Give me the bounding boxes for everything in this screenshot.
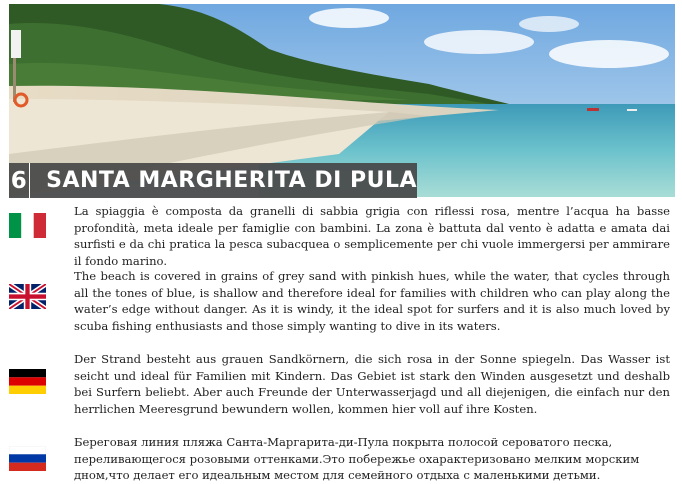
italy-flag-icon [9, 213, 46, 238]
uk-flag-icon [9, 284, 46, 309]
entry-number: 6 [10, 167, 27, 194]
paragraph-german: Der Strand besteht aus grauen Sandkörnern, die sich rosa in der Sonne spiegeln. Das Wasser ist seicht und ideal für Familien mit Kindern. Das Gebiet ist stark den Winden ausgesetzt und deshalb bei Surfern beliebt. Aber auch Freunde der Unterwasserjagd und all diejenigen, die einfach nur den herrlichen Meeresgrund bewundern wollen, kommen hier voll auf ihre Kosten. [74, 352, 670, 417]
paragraph-russian: Береговая линия пляжа Санта-Маргарита-ди-Пула покрыта полосой сероватого песка, переливающегося розовыми оттенками.Это побережье охарактеризовано мелким морским дном,что делает его идеальным местом для семейного отдыха с маленькими детьми. [74, 435, 640, 483]
paragraph-english: The beach is covered in grains of grey sand with pinkish hues, while the water, that cycles through all the tones of blue, is shallow and therefore ideal for families with children who can play along the water’s edge without danger. As it is windy, it the ideal spot for surfers and it is also much loved by scuba fishing enthusiasts and those simply wanting to dive in its waters. [74, 269, 670, 334]
entry-title-bar [9, 163, 417, 198]
germany-flag-icon [9, 369, 46, 394]
paragraph-italian: La spiaggia è composta da granelli di sabbia grigia con riflessi rosa, mentre l’acqua ha basse profondità, meta ideale per famiglie con bambini. La zona è battuta dal vento è adatta e amata dai surfisti e da chi pratica la pesca subacquea o semplicemente per chi vuole immergersi per ammirare il fondo marino. [74, 204, 670, 269]
entry-title: SANTA MARGHERITA DI PULA [46, 168, 417, 193]
russia-flag-icon [9, 446, 46, 471]
